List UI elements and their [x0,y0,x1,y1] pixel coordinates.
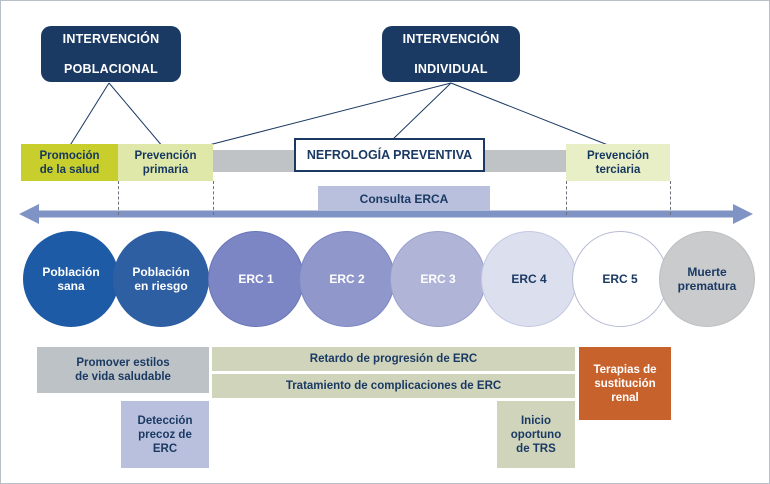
action-4-line3: ERC [152,442,178,455]
stage-poblacion-sana [23,231,119,327]
band-terciaria-line1: Prevención [587,149,649,162]
dash-separator-3 [566,181,567,215]
action-3-line2: sustitución [594,377,656,390]
action-4-line2: precoz de [138,428,192,441]
stage-3-line1: ERC 2 [329,272,365,286]
action-terapias-sustitucion [579,347,671,420]
band-prevencion-terciaria [566,144,670,181]
stage-erc-4 [481,231,577,327]
intervention-individual-line2: INDIVIDUAL [414,61,488,76]
stage-6-line1: ERC 5 [602,272,638,286]
dash-separator-2 [213,181,214,215]
dash-separator-4 [670,181,671,215]
action-0-line1: Promover estilos [76,357,170,369]
stage-5-line1: ERC 4 [511,272,547,286]
stage-erc-1 [208,231,304,327]
action-4-line1: Detección [137,414,193,427]
band-primaria-line2: primaria [142,163,189,176]
band-prevencion-primaria [118,144,213,181]
stage-erc-2 [299,231,395,327]
stage-1-line2: en riesgo [134,279,188,293]
intervention-poblacional-line1: INTERVENCIÓN [62,31,160,46]
stage-0-line1: Población [42,265,100,279]
stage-4-line1: ERC 3 [420,272,456,286]
action-inicio-oportuno [497,401,575,468]
band-promocion-line1: Promoción [39,149,100,162]
intervention-poblacional-line2: POBLACIONAL [64,61,158,76]
action-0-line2: de vida saludable [75,371,171,383]
action-5-line2: oportuno [510,428,562,441]
action-retardo-progresion [212,347,575,371]
stage-erc-5 [572,231,668,327]
band-primaria-line1: Prevención [134,149,197,162]
band-promocion-line2: de la salud [39,163,100,176]
stage-1-line1: Población [132,265,190,279]
consulta-erca-box [318,186,490,211]
nefrologia-preventiva-label: NEFROLOGÍA PREVENTIVA [306,148,473,162]
stage-2-line1: ERC 1 [238,272,274,286]
stage-7-line2: prematura [677,279,737,293]
stage-7-line1: Muerte [687,265,727,279]
action-5-line3: de TRS [516,442,556,455]
nefrologia-preventiva-box [294,138,485,172]
intervention-individual-box [382,26,520,82]
stage-0-line2: sana [57,279,85,293]
action-deteccion-precoz [121,401,209,468]
stage-erc-3 [390,231,486,327]
action-2-line1: Tratamiento de complicaciones de ERC [285,380,502,392]
band-promocion-salud [21,144,118,181]
band-terciaria-line2: terciaria [595,163,641,176]
stage-muerte-prematura [659,231,755,327]
intervention-individual-line1: INTERVENCIÓN [402,31,500,46]
action-tratamiento-complicaciones [212,374,575,398]
consulta-erca-label: Consulta ERCA [359,191,449,206]
action-1-line1: Retardo de progresión de ERC [309,353,478,365]
stage-poblacion-en-riesgo [113,231,209,327]
dash-separator-1 [118,181,119,215]
action-3-line3: renal [611,391,639,404]
action-3-line1: Terapias de [593,363,657,376]
action-promover-estilos [37,347,209,393]
action-5-line1: Inicio [520,414,551,427]
intervention-poblacional-box [41,26,181,82]
